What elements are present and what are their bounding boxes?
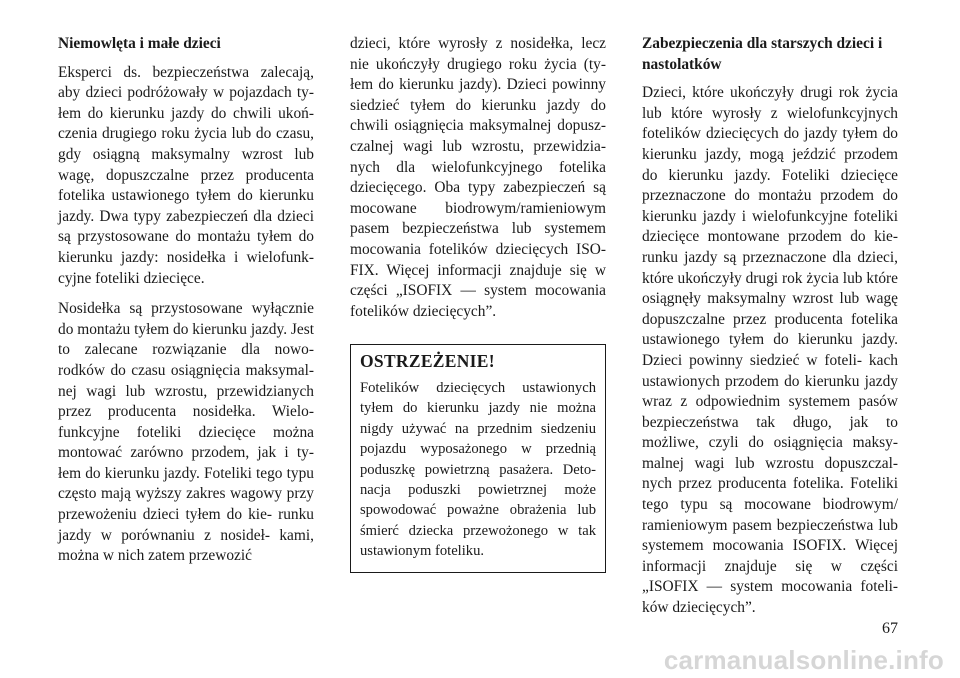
warning-text: Fotelików dziecięcych ustawionych tyłem do kierunku jazdy nie można nigdy używać na przednim siedzeniu pojazdu wyposażonego w przednią poduszkę powietrzną pasażera. Deto- nacja poduszki powietrznej może spowodować poważne obrażenia lub śmierć dziecka przewożonego w tak ustawionym foteliku.: [360, 379, 596, 560]
paragraph-infants-continued: dzieci, które wyrosły z nosidełka, lecz nie ukończyły drugiego roku życia (ty- łem do kierunku jazdy). Dzieci powinny siedzieć tyłem do kierunku jazdy do chwili osiągnięcia maksymalnej dopusz- czalnej wagi lub wzrostu, przewidzia- nych dla wielofunkcyjnego fotelika dziecięcego. Oba typy zabezpieczeń są mocowane biodrowym/ramieniowym pasem bezpieczeństwa lub systemem mocowania fotelików dziecięcych ISO- FIX. Więcej informacji znajduje się w części „ISOFIX — system mocowania fotelików dziecięcych”.: [350, 35, 606, 320]
column-middle: [350, 34, 606, 573]
warning-title: OSTRZEŻENIE!: [360, 351, 495, 372]
column-right: [642, 34, 898, 629]
paragraph-older-children: Dzieci, które ukończyły drugi rok życia lub które wyrosły z wielofunkcyjnych fotelików dziecięcych do jazdy tyłem do kierunku jazdy, mogą jeździć przodem do kierunku jazdy. Foteliki dziecięce przeznaczone do montażu przodem do kierunku jazdy i wielofunkcyjne foteliki dziecięce montowane przodem do kie- runku jazdy są przeznaczone dla dzieci, które ukończyły drugi rok życia lub które osiągnęły maksymalny wzrost lub wagę dopuszczalne przez producenta fotelika ustawionego tyłem do kierunku jazdy. Dzieci powinny siedzieć w foteli- kach ustawionych przodem do kierunku jazdy wraz z odpowiednim systemem pasów bezpieczeństwa tak długo, jak to możliwe, czyli do osiągnięcia maksy- malnej wagi lub wzrostu dopuszczal- nych przez producenta fotelika. Foteliki tego typu są mocowane biodrowym/ ramieniowym pasem bezpieczeństwa lub systemem mocowania ISOFIX. Więcej informacji znajduje się w części „ISOFIX — system mocowania foteli- ków dziecięcych”.: [642, 84, 898, 617]
paragraph-infants-1: Eksperci ds. bezpieczeństwa zalecają, aby dzieci podróżowały w pojazdach ty- łem do kierunku jazdy do chwili ukoń- czenia drugiego roku życia lub do czasu, gdy osiągną maksymalny wzrost lub wagę, dopuszczalne przez producenta fotelika ustawionego tyłem do kierunku jazdy. Dwa typy zabezpieczeń dla dzieci są przystosowane do montażu tyłem do kierunku jazdy: nosidełka i wielofunk- cyjne foteliki dziecięce.: [58, 63, 314, 287]
page-number: 67: [882, 620, 898, 637]
watermark: carmanualsonline.info: [663, 645, 944, 675]
warning-box: [350, 344, 606, 572]
column-left: [58, 34, 314, 577]
paragraph-infants-2: Nosidełka są przystosowane wyłącznie do montażu tyłem do kierunku jazdy. Jest to zalecane rozwiązanie dla nowo- rodków do czasu osiągnięcia maksymal- nej wagi lub wzrostu, przewidzianych przez producenta nosidełka. Wielo- funkcyjne foteliki dziecięce można montować zarówno przodem, jak i ty- łem do kierunku jazdy. Foteliki tego typu często mają wyższy zakres wagowy przy przewożeniu dzieci tyłem do kie- runku jazdy w porównaniu z nosideł- kami, można w nich zatem przewozić: [58, 300, 314, 565]
section-heading-older-children: Zabezpieczenia dla starszych dzieci i nastolatków: [642, 35, 883, 73]
section-heading-infants: Niemowlęta i małe dzieci: [58, 35, 221, 52]
